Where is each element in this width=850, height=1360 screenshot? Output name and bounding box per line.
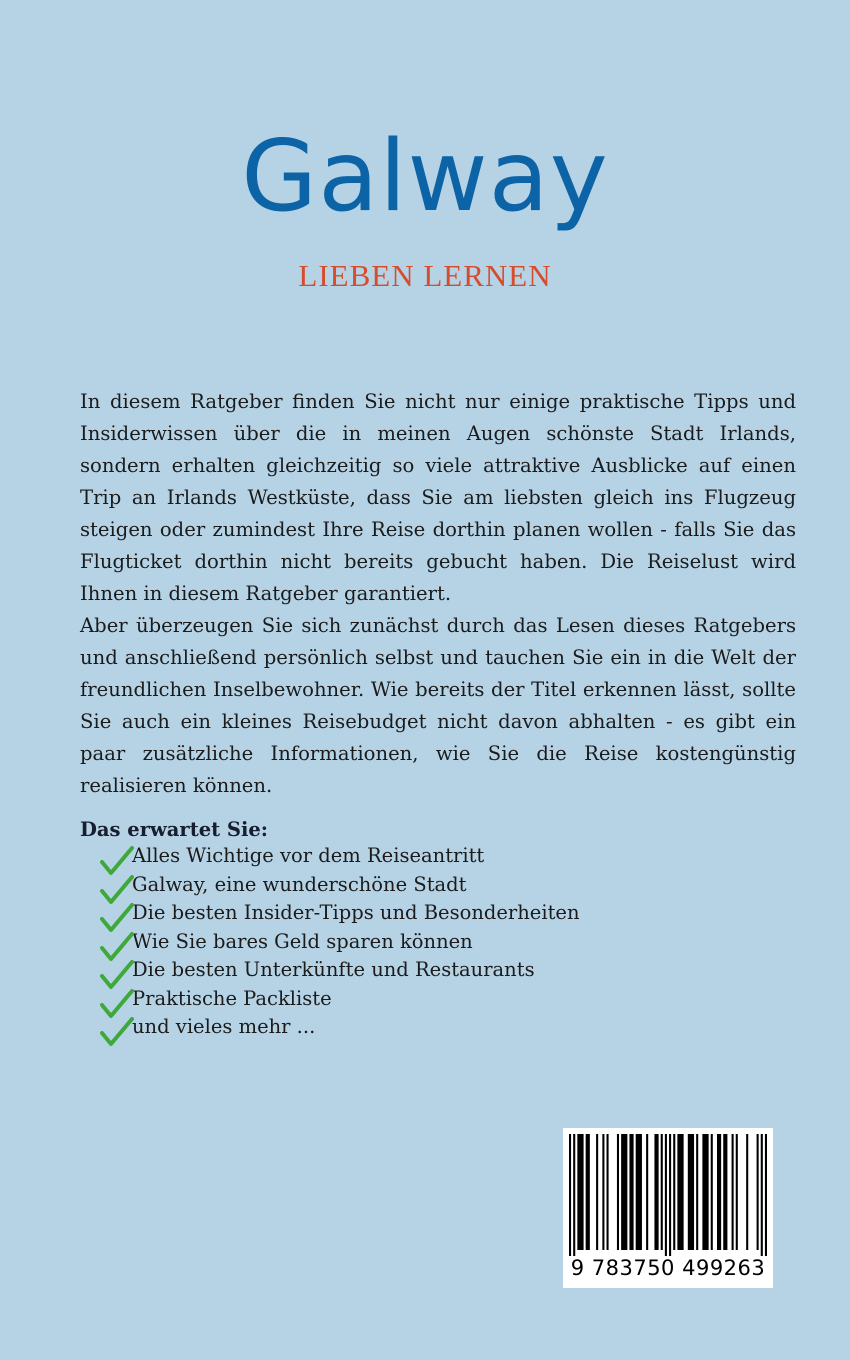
list-item-label: Alles Wichtige vor dem Reiseantritt (132, 844, 485, 867)
barcode-bar (677, 1134, 683, 1250)
barcode-bar (717, 1134, 721, 1250)
barcode-bar (723, 1134, 727, 1250)
list-item (100, 956, 580, 985)
barcode-bar (673, 1134, 675, 1250)
barcode-bar (577, 1134, 583, 1250)
barcode-bar (569, 1134, 571, 1256)
check-icon (100, 1017, 134, 1047)
barcode-bar (746, 1134, 748, 1250)
barcode-bar (761, 1134, 763, 1256)
barcode-bar (696, 1134, 698, 1250)
list-item (100, 928, 580, 957)
list-item (100, 985, 580, 1014)
barcode-bar (636, 1134, 642, 1250)
barcode-bar (702, 1134, 708, 1250)
book-subtitle: LIEBEN LERNEN (298, 258, 552, 293)
blurb-paragraph: In diesem Ratgeber finden Sie nicht nur einige praktische Tipps und Insiderwissen über die in meinen Augen schönste Stadt Irlands, sondern erhalten gleichzeitig so viele attraktive Ausblicke auf einen Trip an Irlands Westküste, dass Sie am liebsten gleich ins Flugzeug steigen oder zumindest Ihre Reise dorthin planen wollen - falls Sie das Flugticket dorthin nicht bereits gebucht haben. Die Reiselust wird Ihnen in diesem Ratgeber garantiert. (80, 390, 796, 605)
blurb-text (80, 386, 796, 802)
barcode-bar (602, 1134, 604, 1250)
list-item-label: Praktische Packliste (132, 986, 332, 1010)
blurb-paragraph: Aber überzeugen Sie sich zunächst durch das Lesen dieses Ratgebers und anschließend persönlich selbst und tauchen Sie ein in die Welt der freundlichen Inselbewohner. Wie bereits der Titel erkennen lässt, sollte Sie auch ein kleines Reisebudget nicht davon abhalten - es gibt ein paar zusätzliche Informationen, wie Sie die Reise kostengünstig realisieren können. (80, 614, 796, 797)
book-title: Galway (241, 120, 609, 234)
list-item (100, 842, 580, 871)
barcode-bar (617, 1134, 619, 1250)
barcode-bar (757, 1134, 759, 1250)
list-item-label: und vieles mehr ... (132, 1015, 316, 1038)
barcode-bar (669, 1134, 671, 1256)
barcode-bar (586, 1134, 590, 1250)
barcode-bar (736, 1134, 738, 1250)
list-item (100, 1013, 580, 1042)
barcode-bar (732, 1134, 734, 1250)
list-item (100, 899, 580, 928)
barcode-bar (765, 1134, 767, 1256)
list-item-label: Wie Sie bares Geld sparen können (132, 929, 473, 953)
expect-heading: Das erwartet Sie: (80, 818, 268, 841)
isbn-digits: 9 783750 499263 (570, 1256, 766, 1280)
barcode-bar (621, 1134, 627, 1250)
barcode-bar (711, 1134, 713, 1250)
list-item-label: Die besten Insider-Tipps und Besonderheiten (132, 901, 580, 924)
feature-list (100, 842, 580, 1042)
barcode-bar (665, 1134, 667, 1256)
list-item-label: Galway, eine wunderschöne Stadt (132, 872, 467, 896)
barcode-bar (629, 1134, 633, 1250)
barcode-bar (596, 1134, 598, 1250)
barcode-bar (646, 1134, 648, 1250)
barcode (563, 1128, 773, 1288)
barcode-bar (607, 1134, 609, 1250)
list-item (100, 871, 580, 900)
barcode-bar (654, 1134, 658, 1250)
barcode-bar (661, 1134, 663, 1250)
barcode-bar (688, 1134, 694, 1250)
barcode-bar (573, 1134, 575, 1256)
list-item-label: Die besten Unterkünfte und Restaurants (132, 958, 535, 981)
barcode-icon (569, 1134, 767, 1256)
